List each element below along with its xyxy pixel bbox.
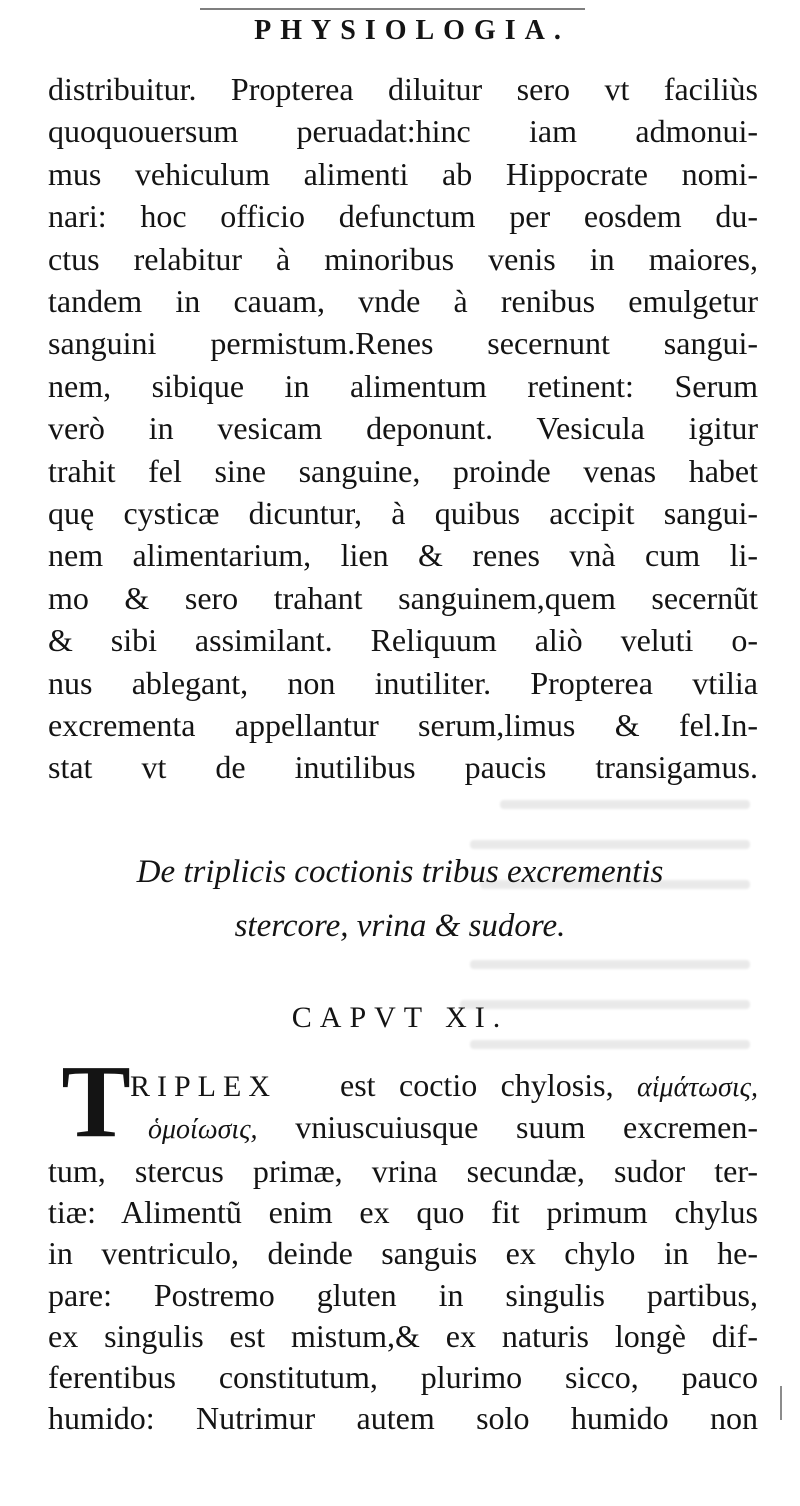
text-line: quę cysticæ dicuntur, à quibus accipit sangui-: [48, 495, 758, 531]
text-line: tandem in cauam, vnde à renibus emulgetur: [48, 283, 758, 319]
text-line: excrementa appellantur serum,limus & fel.In-: [48, 707, 758, 743]
section-heading-line-2: stercore, vrina & sudore.: [234, 908, 566, 944]
paragraph-2-line-1: [340, 1064, 758, 1109]
margin-mark-bottom: [780, 1386, 782, 1420]
text-line: nus ablegant, non inutiliter. Propterea vtilia: [48, 664, 758, 701]
running-head: PHYSIOLOGIA.: [254, 15, 570, 46]
text-line: & sibi assimilant. Reliquum aliò veluti o-: [48, 622, 758, 659]
text-line: pare: Postremo gluten in singulis partibus,: [48, 1276, 758, 1313]
greek-word-2: ὁμοίωσις,: [148, 1114, 258, 1145]
line-1-text: est coctio chylosis,: [340, 1067, 614, 1103]
text-line: tiæ: Alimentũ enim ex quo fit primum chylus: [48, 1194, 758, 1231]
text-line: ferentibus constitutum, plurimo sicco, pauco: [48, 1359, 758, 1395]
top-rule: [200, 8, 585, 10]
text-line: ex singulis est mistum,& ex naturis longè dif-: [48, 1317, 758, 1354]
section-heading-line-1: De triplicis coctionis tribus excrementis: [136, 854, 664, 890]
text-line: nem, sibique in alimentum retinent: Serum: [48, 367, 758, 404]
text-line: trahit fel sine sanguine, proinde venas habet: [48, 452, 758, 489]
text-line: mus vehiculum alimenti ab Hippocrate nomi-: [48, 155, 758, 192]
text-line: verò in vesicam deponunt. Vesicula igitur: [48, 410, 758, 447]
drop-cap-initial: T: [61, 1044, 131, 1159]
text-line: mo & sero trahant sanguinem,quem secernũt: [48, 579, 758, 616]
text-line: quoquouersum peruadat:hinc iam admonui-: [48, 113, 758, 150]
greek-word-1: αἱμάτωσις,: [637, 1072, 758, 1103]
text-line: distribuitur. Propterea diluitur sero vt faciliùs: [48, 71, 758, 107]
text-line: nari: hoc officio defunctum per eosdem du-: [48, 198, 758, 235]
text-line: stat vt de inutilibus paucis transigamus.: [48, 749, 758, 786]
text-line: tum, stercus primæ, vrina secundæ, sudor ter-: [48, 1153, 758, 1189]
run-in-capitals: RIPLEX: [130, 1070, 277, 1103]
line-2-text: vniuscuiusque suum excremen-: [295, 1109, 759, 1145]
text-line: nem alimentarium, lien & renes vnà cum li-: [48, 537, 758, 574]
text-line: ctus relabitur à minoribus venis in maiores,: [48, 240, 758, 277]
text-line: in ventriculo, deinde sanguis ex chylo in he-: [48, 1235, 758, 1272]
paragraph-2-line-2: [148, 1106, 758, 1151]
chapter-label: CAPVT XI.: [291, 1001, 509, 1034]
text-line: sanguini permistum.Renes secernunt sangui-: [48, 325, 758, 362]
text-line: humido: Nutrimur autem solo humido non: [48, 1400, 758, 1437]
